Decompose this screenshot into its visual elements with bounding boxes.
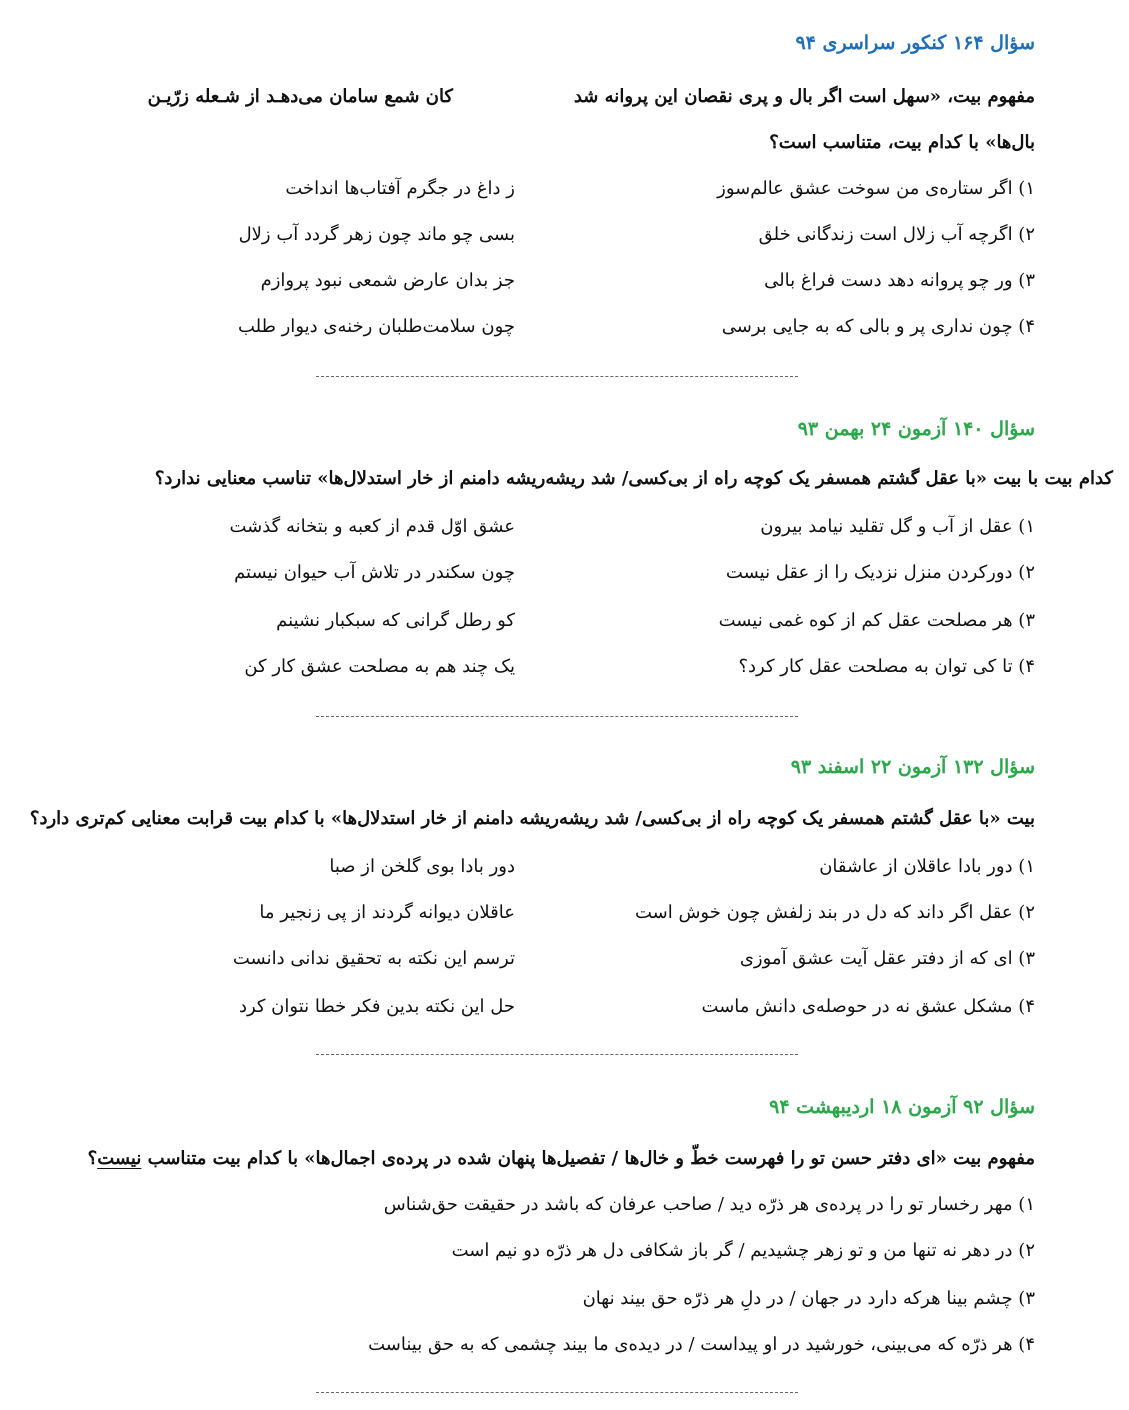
stem-left-hemistich: کان شمع سامان می‌دهـد از شـعله زرّیـن	[147, 86, 453, 107]
option-2	[18, 562, 1035, 592]
option-first-hemistich: ۲) دورکردن منزل نزدیک را از عقل نیست	[725, 562, 1035, 583]
option-4	[18, 316, 1035, 346]
separator-line	[316, 716, 798, 717]
question-title: سؤال ۹۲ آزمون ۱۸ اردیبهشت ۹۴	[769, 1096, 1035, 1118]
option-second-hemistich: بسی چو ماند چون زهر گردد آب زلال	[238, 224, 515, 245]
option-first-hemistich: ۱) اگر ستاره‌ی من سوخت عشق عالم‌سوز	[717, 178, 1035, 199]
question-title: سؤال ۱۴۰ آزمون ۲۴ بهمن ۹۳	[797, 418, 1035, 440]
option-1	[18, 1194, 1035, 1224]
stem-question-mark: ؟	[87, 1148, 98, 1169]
question-title: سؤال ۱۳۲ آزمون ۲۲ اسفند ۹۳	[790, 756, 1035, 778]
option-3	[18, 270, 1035, 300]
separator-line	[316, 376, 798, 377]
option-first-hemistich: ۴) چون نداری پر و بالی که به جایی برسی	[721, 316, 1035, 337]
option-4	[18, 656, 1035, 686]
option-second-hemistich: جز بدان عارض شمعی نبود پروازم	[260, 270, 515, 291]
option-second-hemistich: عشق اوّل قدم از کعبه و بتخانه گذشت	[229, 516, 515, 537]
option-2	[18, 902, 1035, 932]
option-second-hemistich: چون سلامت‌طلبان رخنه‌ی دیوار طلب	[237, 316, 515, 337]
option-1	[18, 178, 1035, 208]
stem-underlined-word: نیست	[97, 1148, 142, 1169]
option-first-hemistich: ۱) دور بادا عاقلان از عاشقان	[819, 856, 1035, 877]
option-first-hemistich: ۱) عقل از آب و گل تقلید نیامد بیرون	[760, 516, 1035, 537]
option-1	[18, 856, 1035, 886]
separator-line	[316, 1054, 798, 1055]
option-first-hemistich: ۲) اگرچه آب زلال است زندگانی خلق	[758, 224, 1035, 245]
option-first-hemistich: ۴) مشکل عشق نه در حوصله‌ی دانش ماست	[701, 996, 1035, 1017]
option-1	[18, 516, 1035, 546]
stem-text: مفهوم بیت «ای دفتر حسن تو را فهرست خطّ و خال‌ها / تفصیل‌ها پنهان شده در پرده‌ی اجمال‌ها» با کدام بیت متناسب	[141, 1148, 1035, 1169]
question-stem	[88, 1148, 1035, 1169]
question-stem: بیت «با عقل گشتم همسفر یک کوچه راه از بی‌کسی/ شد ریشه‌ریشه دامنم از خار استدلال‌ها» با کدام بیت قرابت معنایی کم‌تری دارد؟	[29, 808, 1035, 829]
question-stem-line2: بال‌ها» با کدام بیت، متناسب است؟	[769, 132, 1035, 153]
option-first-hemistich: ۳) هر مصلحت عقل کم از کوه غمی نیست	[718, 610, 1035, 631]
option-second-hemistich: دور بادا بوی گلخن از صبا	[329, 856, 515, 877]
option-first-hemistich: ۳) ای که از دفتر عقل آیت عشق آموزی	[739, 948, 1035, 969]
option-second-hemistich: عاقلان دیوانه گردند از پی زنجیر ما	[259, 902, 515, 923]
option-first-hemistich: ۴) تا کی توان به مصلحت عقل کار کرد؟	[738, 656, 1035, 677]
separator-line	[316, 1392, 798, 1393]
option-3	[18, 1288, 1035, 1318]
option-4	[18, 1334, 1035, 1364]
option-second-hemistich: کو رطل گرانی که سبکبار نشینم	[276, 610, 515, 631]
option-2	[18, 1240, 1035, 1270]
option-second-hemistich: ترسم این نکته به تحقیق ندانی دانست	[232, 948, 515, 969]
option-first-hemistich: ۳) ور چو پروانه دهد دست فراغ بالی	[764, 270, 1035, 291]
option-3	[18, 610, 1035, 640]
question-stem-left-hemistich	[148, 86, 453, 107]
option-second-hemistich: چون سکندر در تلاش آب حیوان نیستم	[234, 562, 515, 583]
option-second-hemistich: ز داغ در جگرم آفتاب‌ها انداخت	[285, 178, 515, 199]
option-second-hemistich: یک چند هم به مصلحت عشق کار کن	[244, 656, 515, 677]
option-3	[18, 948, 1035, 978]
question-title: سؤال ۱۶۴ کنکور سراسری ۹۴	[795, 32, 1035, 54]
option-verse: ۳) چشم بینا هرکه دارد در جهان / در دلِ هر ذرّه حق بیند نهان	[582, 1288, 1035, 1309]
option-verse: ۱) مهر رخسار تو را در پرده‌ی هر ذرّه دید / صاحب عرفان که باشد در حقیقت حق‌شناس	[383, 1194, 1035, 1215]
stem-right-hemistich: مفهوم بیت، «سهل است اگر بال و پری نقصان این پروانه شد	[573, 86, 1035, 107]
option-4	[18, 996, 1035, 1026]
option-2	[18, 224, 1035, 254]
option-first-hemistich: ۲) عقل اگر داند که دل در بند زلفش چون خوش است	[634, 902, 1035, 923]
option-verse: ۲) در دهر نه تنها من و تو زهر چشیدیم / گر باز شکافی دل هر ذرّه دو نیم است	[451, 1240, 1035, 1261]
question-stem-line1	[573, 86, 1035, 107]
question-stem: کدام بیت با بیت «با عقل گشتم همسفر یک کوچه راه از بی‌کسی/ شد ریشه‌ریشه دامنم از خار استدلال‌ها» تناسب معنایی ندارد؟	[154, 468, 1113, 489]
option-verse: ۴) هر ذرّه که می‌بینی، خورشید در او پیداست / در دیده‌ی ما بیند چشمی که به حق بیناست	[368, 1334, 1035, 1355]
option-second-hemistich: حل این نکته بدین فکر خطا نتوان کرد	[238, 996, 515, 1017]
